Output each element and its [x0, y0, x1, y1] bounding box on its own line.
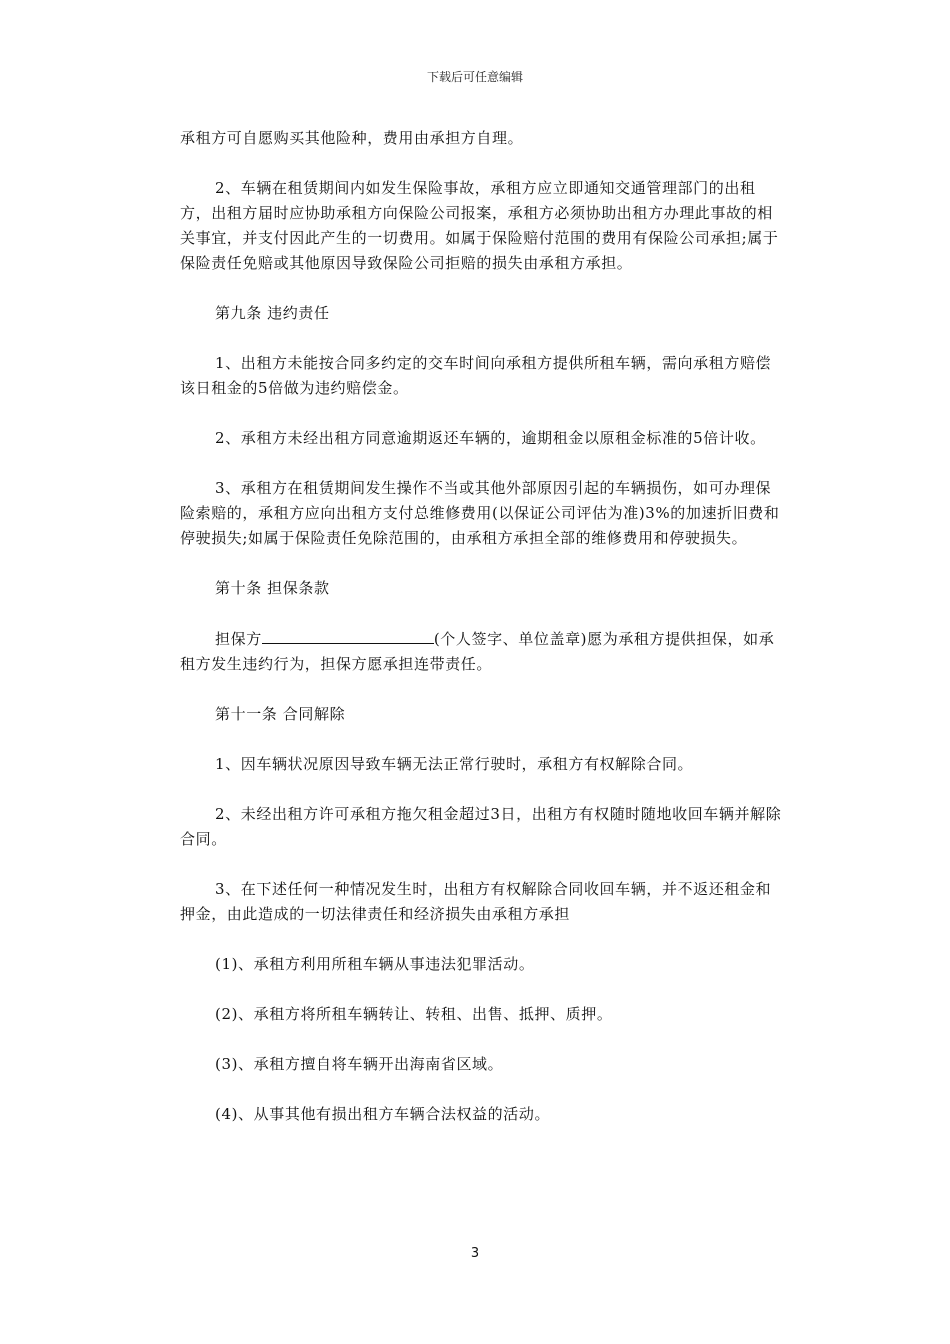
- section-heading-breach: 第九条 违约责任: [215, 304, 330, 322]
- guarantor-signature-blank: [262, 626, 434, 644]
- guarantor-clause: (个人签字、单位盖章)愿为承租方提供担保，如承租方发生违约行为，担保方愿承担连带责任。: [180, 630, 775, 673]
- list-item-termination-1: (1)、承租方利用所租车辆从事违法犯罪活动。: [215, 955, 535, 973]
- paragraph-breach-2: 2、承租方未经出租方同意逾期返还车辆的，逾期租金以原租金标准的5倍计收。: [215, 429, 766, 447]
- section-heading-guarantee: 第十条 担保条款: [215, 579, 330, 597]
- paragraph-guarantee: [180, 626, 782, 677]
- document-body: [180, 126, 782, 1152]
- list-item-termination-3: (3)、承租方擅自将车辆开出海南省区域。: [215, 1055, 504, 1073]
- page-number: 3: [470, 1246, 480, 1261]
- paragraph-breach-1: 1、出租方未能按合同多约定的交车时间向承租方提供所租车辆，需向承租方赔偿该日租金的5倍做为违约赔偿金。: [180, 354, 772, 397]
- paragraph-termination-3: 3、在下述任何一种情况发生时，出租方有权解除合同收回车辆，并不返还租金和押金，由此造成的一切法律责任和经济损失由承租方承担: [180, 880, 772, 923]
- paragraph-insurance-accident: 2、车辆在租赁期间内如发生保险事故，承租方应立即通知交通管理部门的出租方，出租方届时应协助承租方向保险公司报案，承租方必须协助出租方办理此事故的相关事宜，并支付因此产生的一切费用。如属于保险赔付范围的费用有保险公司承担;属于保险责任免赔或其他原因导致保险公司拒赔的损失由承租方承担。: [180, 179, 779, 272]
- section-heading-termination: 第十一条 合同解除: [215, 705, 346, 723]
- paragraph-breach-3: 3、承租方在租赁期间发生操作不当或其他外部原因引起的车辆损伤，如可办理保险索赔的，承租方应向出租方支付总维修费用(以保证公司评估为准)3%的加速折旧费和停驶损失;如属于保险责任免除范围的，由承租方承担全部的维修费用和停驶损失。: [180, 479, 780, 547]
- paragraph-termination-1: 1、因车辆状况原因导致车辆无法正常行驶时，承租方有权解除合同。: [215, 755, 694, 773]
- guarantor-label: 担保方: [215, 630, 262, 648]
- list-item-termination-2: (2)、承租方将所租车辆转让、转租、出售、抵押、质押。: [215, 1005, 613, 1023]
- paragraph-insurance-cost: 承租方可自愿购买其他险种，费用由承担方自理。: [180, 129, 524, 147]
- paragraph-termination-2: 2、未经出租方许可承租方拖欠租金超过3日，出租方有权随时随地收回车辆并解除合同。: [180, 805, 782, 848]
- page-header-note: 下载后可任意编辑: [426, 70, 523, 84]
- list-item-termination-4: (4)、从事其他有损出租方车辆合法权益的活动。: [215, 1105, 551, 1123]
